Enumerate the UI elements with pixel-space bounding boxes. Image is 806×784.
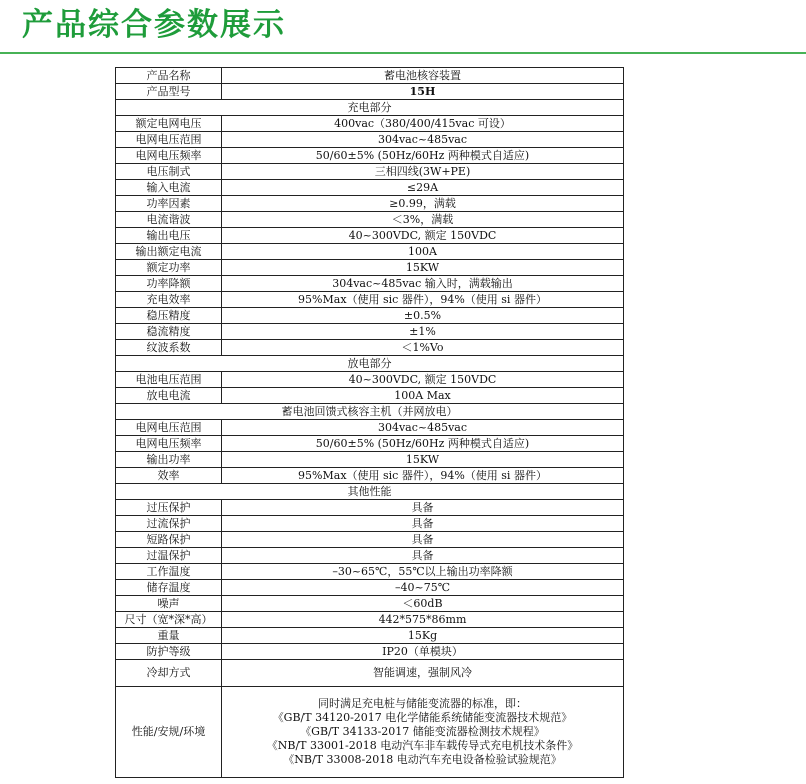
spec-label: 过流保护: [116, 516, 222, 532]
spec-value: ＜60dB: [222, 596, 624, 612]
spec-value: ±1%: [222, 324, 624, 340]
spec-value: ≤29A: [222, 180, 624, 196]
spec-value: ＜3%，满载: [222, 212, 624, 228]
spec-label: 效率: [116, 468, 222, 484]
table-row: [116, 148, 624, 164]
page-title: 产品综合参数展示: [22, 7, 286, 43]
spec-value: 15Kg: [222, 628, 624, 644]
spec-value: 304vac~485vac 输入时，满载输出: [222, 276, 624, 292]
spec-value: –30~65℃，55℃以上输出功率降额: [222, 564, 624, 580]
table-row: [116, 196, 624, 212]
spec-label: 防护等级: [116, 644, 222, 660]
table-row: [116, 548, 624, 564]
section-header-row: [116, 100, 624, 116]
spec-label: 工作温度: [116, 564, 222, 580]
table-row: [116, 388, 624, 404]
spec-value: 95%Max（使用 sic 器件），94%（使用 si 器件）: [222, 292, 624, 308]
section-header-row: [116, 356, 624, 372]
table-row: [116, 116, 624, 132]
section-header: 放电部分: [116, 356, 624, 372]
table-row: [116, 500, 624, 516]
spec-label: 产品名称: [116, 68, 222, 84]
spec-value: ＜1%Vo: [222, 340, 624, 356]
table-row: [116, 516, 624, 532]
spec-label: 尺寸（宽*深*高）: [116, 612, 222, 628]
spec-value: 智能调速，强制风冷: [222, 660, 624, 687]
spec-value: 具备: [222, 532, 624, 548]
table-row: [116, 660, 624, 687]
table-row: [116, 180, 624, 196]
spec-value: 400vac（380/400/415vac 可设）: [222, 116, 624, 132]
spec-label: 稳流精度: [116, 324, 222, 340]
spec-label: 短路保护: [116, 532, 222, 548]
table-row: [116, 260, 624, 276]
table-row: [116, 340, 624, 356]
spec-label: 额定功率: [116, 260, 222, 276]
spec-value: 50/60±5% (50Hz/60Hz 两种模式自适应): [222, 436, 624, 452]
section-header-row: [116, 404, 624, 420]
table-row: [116, 436, 624, 452]
standards-notes: [222, 687, 624, 778]
table-row: [116, 292, 624, 308]
spec-label: 功率因素: [116, 196, 222, 212]
spec-label: 噪声: [116, 596, 222, 612]
spec-value: 304vac~485vac: [222, 420, 624, 436]
spec-label: 电网电压范围: [116, 132, 222, 148]
spec-value: 三相四线(3W+PE): [222, 164, 624, 180]
table-row: [116, 596, 624, 612]
spec-label: 冷却方式: [116, 660, 222, 687]
table-row: [116, 372, 624, 388]
spec-label: 纹波系数: [116, 340, 222, 356]
table-row: [116, 564, 624, 580]
table-row: [116, 244, 624, 260]
spec-value: –40~75℃: [222, 580, 624, 596]
table-row: [116, 468, 624, 484]
table-row: [116, 308, 624, 324]
spec-value: 100A: [222, 244, 624, 260]
table-row: [116, 628, 624, 644]
section-header: 充电部分: [116, 100, 624, 116]
spec-value: ≥0.99，满载: [222, 196, 624, 212]
standard-line: 同时满足充电桩与储能变流器的标准，即：: [318, 697, 527, 710]
spec-value: 40~300VDC, 额定 150VDC: [222, 372, 624, 388]
table-row: [116, 164, 624, 180]
spec-label: 电池电压范围: [116, 372, 222, 388]
spec-value: 具备: [222, 500, 624, 516]
spec-label: 电流谐波: [116, 212, 222, 228]
table-row: [116, 324, 624, 340]
section-header-row: [116, 484, 624, 500]
table-row: [116, 580, 624, 596]
spec-label: 输出电压: [116, 228, 222, 244]
table-row: [116, 212, 624, 228]
table-row: [116, 228, 624, 244]
section-header: 蓄电池回馈式核容主机（并网放电）: [116, 404, 624, 420]
spec-label: 重量: [116, 628, 222, 644]
spec-value: 95%Max（使用 sic 器件），94%（使用 si 器件）: [222, 468, 624, 484]
spec-label: 过压保护: [116, 500, 222, 516]
table-row: [116, 420, 624, 436]
spec-label: 充电效率: [116, 292, 222, 308]
spec-label: 额定电网电压: [116, 116, 222, 132]
spec-label: 电压制式: [116, 164, 222, 180]
standard-line: 《NB/T 33001-2018 电动汽车非车载传导式充电机技术条件》: [266, 739, 579, 752]
spec-value: 15KW: [222, 260, 624, 276]
spec-value: IP20（单模块）: [222, 644, 624, 660]
table-row: [116, 452, 624, 468]
spec-label: 输入电流: [116, 180, 222, 196]
standard-line: 《NB/T 33008-2018 电动汽车充电设备检验试验规范》: [283, 753, 562, 766]
standard-line: 《GB/T 34133-2017 储能变流器检测技术规程》: [300, 725, 545, 738]
table-row: [116, 276, 624, 292]
spec-label: 性能/安规/环境: [116, 687, 222, 778]
table-row: [116, 132, 624, 148]
table-row: [116, 532, 624, 548]
table-row: [116, 687, 624, 778]
table-row: [116, 612, 624, 628]
spec-value: 蓄电池核容装置: [222, 68, 624, 84]
spec-label: 电网电压频率: [116, 148, 222, 164]
spec-value: ±0.5%: [222, 308, 624, 324]
spec-label: 输出额定电流: [116, 244, 222, 260]
spec-label: 产品型号: [116, 84, 222, 100]
spec-table-body: [116, 68, 624, 778]
spec-value: 15KW: [222, 452, 624, 468]
spec-value: 具备: [222, 516, 624, 532]
spec-label: 电网电压范围: [116, 420, 222, 436]
spec-value: 100A Max: [222, 388, 624, 404]
spec-label: 过温保护: [116, 548, 222, 564]
spec-table: [115, 67, 624, 778]
spec-value: 15H: [222, 84, 624, 100]
table-row: [116, 84, 624, 100]
spec-label: 稳压精度: [116, 308, 222, 324]
spec-label: 输出功率: [116, 452, 222, 468]
spec-label: 功率降额: [116, 276, 222, 292]
spec-label: 放电电流: [116, 388, 222, 404]
table-row: [116, 68, 624, 84]
spec-value: 40~300VDC, 额定 150VDC: [222, 228, 624, 244]
spec-value: 304vac~485vac: [222, 132, 624, 148]
spec-value: 具备: [222, 548, 624, 564]
title-divider: [0, 52, 806, 54]
spec-value: 50/60±5% (50Hz/60Hz 两种模式自适应): [222, 148, 624, 164]
section-header: 其他性能: [116, 484, 624, 500]
spec-label: 电网电压频率: [116, 436, 222, 452]
standard-line: 《GB/T 34120-2017 电化学储能系统储能变流器技术规范》: [272, 711, 573, 724]
table-row: [116, 644, 624, 660]
spec-label: 储存温度: [116, 580, 222, 596]
spec-value: 442*575*86mm: [222, 612, 624, 628]
